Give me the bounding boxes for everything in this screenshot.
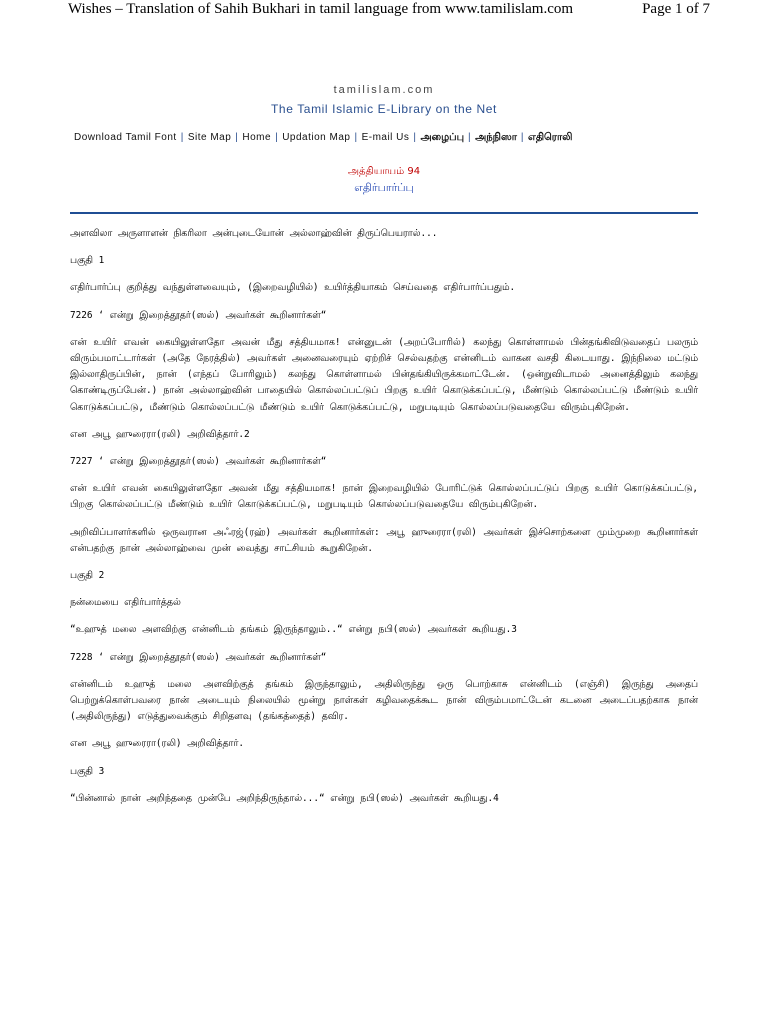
paragraph: 7226 ‘ என்று இறைத்தூதர்(ஸல்) அவர்கள் கூறினார்கள்“ [70,309,327,321]
paragraph: என அபூ ஹுரைரா(ரலி) அறிவித்தார்.2 [70,428,250,440]
site-tagline: The Tamil Islamic E-Library on the Net [271,102,497,116]
nav-link[interactable]: Updation Map [282,132,351,143]
paragraph: 7227 ‘ என்று இறைத்தூதர்(ஸல்) அவர்கள் கூறினார்கள்“ [70,456,327,468]
nav-separator: | [180,132,184,143]
nav-separator: | [468,132,472,143]
paragraph: அறிவிப்பாளர்களில் ஒருவரான அஃரஜ்(ரஹ்) அவர்கள் கூறினார்கள்: அபூ ஹுரைரா(ரலி) அவர்கள் இச்சொற்களை மும்முறை கூறினார்கள் என்பதற்கு நான் அல்லாஹ்வை முன் வைத்து சாட்சியம் கூறுகிறேன். [70,526,698,554]
divider [70,212,698,214]
nav-link[interactable]: எதிரொலி [528,132,573,143]
paragraph: என் உயிர் எவன் கையிலுள்ளதோ அவன் மீது சத்தியமாக! நான் இறைவழியில் போரிட்டுக் கொல்லப்பட்டுப் பிறகு உயிர் கொடுக்கப்பட்டு, பிறகு கொல்லப்பட்டு மீண்டும் உயிர் கொடுக்கப்பட்டு, மறுபடியும் கொல்லப்படுவதையே விரும்புகிறேன். [70,483,698,511]
paragraph: என் உயிர் எவன் கையிலுள்ளதோ அவன் மீது சத்தியமாக! என்னுடன் (அறப்போரில்) கலந்து கொள்ளாமல் பின்தங்கிவிடுவதைப் பலரும் விரும்பமாட்டார்கள் (அதே நேரத்தில்) அவர்கள் அனைவரையும் ஏற்றிச் செல்வதற்கு என்னிடம் வாகன வசதி கிடையாது. இந்நிலை மட்டும் இல்லாதிருப்பின், நான் (எந்தப் போரிலும்) கலந்து கொள்ளாமல் பின்தங்கியிருக்கமாட்டேன். (ஒன்றுவிடாமல் அனைத்திலும் கலந்து கொண்டிருப்பேன்.) நான் அல்லாஹ்வின் பாதையில் கொல்லப்பட்டுப் பிறகு உயிர் கொடுக்கப்பட்டு, மீண்டும் கொல்லப்பட்டு மீண்டும் உயிர் கொடுக்கப்பட்டு, மீண்டும் கொல்லப்பட்டு மீண்டும் உயிர் கொடுக்கப்பட்டு, மறுபடியும் கொல்லப்படுவதையே விரும்புகிறேன். [70,336,698,413]
hadith-content [70,226,698,818]
nav-bar [74,132,714,144]
paragraph: எதிர்பார்ப்பு குறித்து வந்துள்ளவையும், (இறைவழியில்) உயிர்த்தியாகம் செய்வதை எதிர்பார்ப்பதும். [70,282,516,294]
page-indicator: Page 1 of 7 [642,1,710,17]
nav-separator: | [354,132,358,143]
site-name[interactable]: tamilislam.com [333,84,435,96]
nav-separator: | [413,132,417,143]
paragraph: 7228 ‘ என்று இறைத்தூதர்(ஸல்) அவர்கள் கூறினார்கள்“ [70,651,327,663]
paragraph: “பின்னால் நான் அறிந்ததை முன்பே அறிந்திருந்தால்...“ என்று நபி(ஸல்) அவர்கள் கூறியது.4 [70,792,499,804]
chapter-number: அத்தியாயம் 94 [347,166,421,177]
nav-separator: | [235,132,239,143]
paragraph: என்னிடம் உஹுத் மலை அளவிற்குத் தங்கம் இருந்தாலும், அதிலிருந்து ஒரு பொற்காசு என்னிடம் (எஞ்சி) இருந்து அதைப் பெற்றுக்கொள்பவரை நான் அடையும் நிலையில் மூன்று நாள்கள் கழிவதைக்கூட நான் விரும்பமாட்டேன் கடனை அடைப்பதற்காக நான் (அதிலிருந்து) எடுத்துவைக்கும் சிறிதளவு (தங்கத்தைத்) தவிர. [70,678,698,723]
nav-separator: | [275,132,279,143]
nav-separator: | [520,132,525,143]
pdf-page-header [0,0,768,22]
paragraph: “உஹுத் மலை அளவிற்கு என்னிடம் தங்கம் இருந்தாலும்..“ என்று நபி(ஸல்) அவர்கள் கூறியது.3 [70,624,517,636]
paragraph: நன்மையை எதிர்பார்த்தல் [70,597,181,609]
chapter-title: எதிர்பார்ப்பு [354,181,414,194]
paragraph: என அபூ ஹுரைரா(ரலி) அறிவித்தார். [70,738,244,750]
paragraph: பகுதி 2 [70,570,105,582]
nav-link[interactable]: Site Map [187,132,232,143]
nav-link[interactable]: E-mail Us [361,132,410,143]
nav-link[interactable]: Download Tamil Font [74,132,177,143]
paragraph: அளவிலா அருளாளன் நிகரிலா அன்புடையோன் அல்லாஹ்வின் திருப்பெயரால்... [70,228,438,239]
paragraph: பகுதி 1 [70,255,105,267]
nav-link[interactable]: Home [242,132,272,143]
nav-link[interactable]: அந்நிஸா [475,132,517,143]
document-title: Wishes – Translation of Sahih Bukhari in tamil language from www.tamilislam.com [68,1,574,17]
nav-link[interactable]: அழைப்பு [420,132,465,143]
paragraph: பகுதி 3 [70,765,105,777]
